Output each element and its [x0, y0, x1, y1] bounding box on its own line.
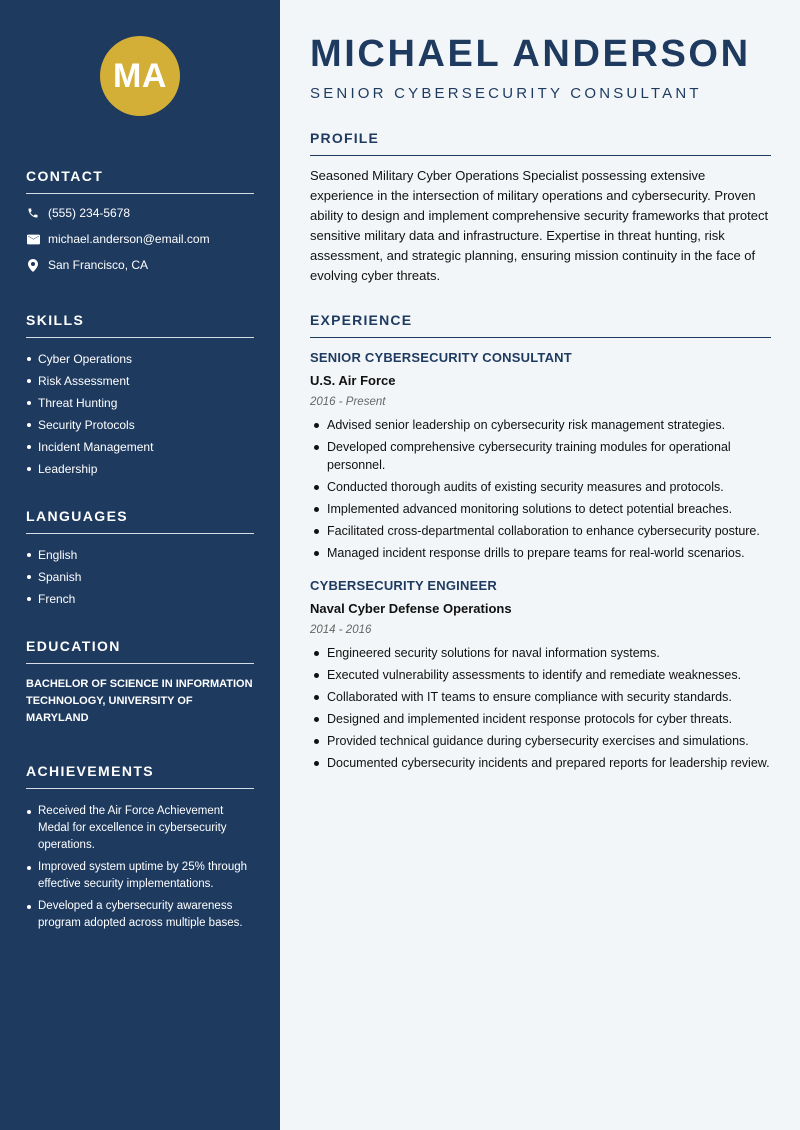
- job-dates: 2014 - 2016: [310, 624, 372, 636]
- candidate-name: MICHAEL ANDERSON: [310, 33, 751, 75]
- job-bullet: Facilitated cross-departmental collaboration to enhance cybersecurity posture.: [327, 522, 771, 540]
- candidate-title: SENIOR CYBERSECURITY CONSULTANT: [310, 85, 702, 102]
- achievements-list: [26, 803, 254, 932]
- achievement-item: Developed a cybersecurity awareness program adopted across multiple bases.: [38, 898, 254, 932]
- job-title: SENIOR CYBERSECURITY CONSULTANT: [310, 350, 572, 365]
- contact-location: [26, 252, 254, 278]
- phone-icon: [26, 206, 40, 220]
- achievements-section: [26, 763, 254, 932]
- skill-item: Leadership: [38, 458, 254, 480]
- skills-list: [26, 348, 254, 480]
- main-content: [280, 0, 800, 1130]
- job-bullet: Designed and implemented incident response protocols for cyber threats.: [327, 710, 771, 728]
- profile-text: Seasoned Military Cyber Operations Specialist possessing extensive experience in the intersection of military operations and cybersecurity. Proven ability to design and implement comprehensive security frameworks that protect sensitive military data and infrastructure. Expertise in threat hunting, risk assessment, and strategic planning, ensuring mission continuity in the face of evolving cyber threats.: [310, 168, 769, 283]
- job-bullet: Advised senior leadership on cybersecurity risk management strategies.: [327, 416, 771, 434]
- email-text: michael.anderson@email.com: [48, 232, 210, 246]
- phone-text: (555) 234-5678: [48, 206, 131, 220]
- job-entry: [310, 350, 771, 562]
- skills-heading: SKILLS: [26, 312, 254, 338]
- contact-heading: CONTACT: [26, 168, 254, 194]
- skill-item: Cyber Operations: [38, 348, 254, 370]
- language-item: Spanish: [38, 566, 254, 588]
- job-bullet: Executed vulnerability assessments to identify and remediate weaknesses.: [327, 666, 771, 684]
- sidebar: [0, 0, 280, 1130]
- contact-list: [26, 200, 254, 278]
- job-bullets: [310, 644, 771, 772]
- education-heading: EDUCATION: [26, 638, 254, 664]
- languages-list: [26, 544, 254, 610]
- languages-heading: LANGUAGES: [26, 508, 254, 534]
- contact-phone: [26, 200, 254, 226]
- education-section: [26, 638, 254, 727]
- job-bullet: Developed comprehensive cybersecurity training modules for operational personnel.: [327, 438, 771, 474]
- contact-email: [26, 226, 254, 252]
- location-text: San Francisco, CA: [48, 258, 149, 272]
- job-bullet: Managed incident response drills to prepare teams for real-world scenarios.: [327, 544, 771, 562]
- language-item: French: [38, 588, 254, 610]
- achievements-heading: ACHIEVEMENTS: [26, 763, 254, 789]
- experience-heading: EXPERIENCE: [310, 312, 771, 338]
- job-organization: Naval Cyber Defense Operations: [310, 601, 512, 616]
- experience-section: [310, 312, 771, 772]
- contact-section: [26, 168, 254, 278]
- location-pin-icon: [26, 258, 40, 272]
- skill-item: Risk Assessment: [38, 370, 254, 392]
- avatar-initials: MA: [113, 56, 167, 95]
- language-item: English: [38, 544, 254, 566]
- job-bullet: Implemented advanced monitoring solutions to detect potential breaches.: [327, 500, 771, 518]
- achievement-item: Received the Air Force Achievement Medal for excellence in cybersecurity operations.: [38, 803, 254, 854]
- mail-icon: [26, 232, 40, 246]
- education-degree: BACHELOR OF SCIENCE IN INFORMATION TECHNOLOGY, UNIVERSITY OF MARYLAND: [26, 678, 253, 724]
- languages-section: [26, 508, 254, 610]
- job-bullet: Provided technical guidance during cybersecurity exercises and simulations.: [327, 732, 771, 750]
- job-title: CYBERSECURITY ENGINEER: [310, 578, 497, 593]
- job-bullet: Conducted thorough audits of existing security measures and protocols.: [327, 478, 771, 496]
- achievement-item: Improved system uptime by 25% through effective security implementations.: [38, 859, 254, 893]
- job-bullet: Engineered security solutions for naval information systems.: [327, 644, 771, 662]
- job-bullets: [310, 416, 771, 562]
- skill-item: Incident Management: [38, 436, 254, 458]
- job-dates: 2016 - Present: [310, 396, 386, 408]
- skill-item: Threat Hunting: [38, 392, 254, 414]
- profile-section: [310, 130, 771, 286]
- skills-section: [26, 312, 254, 480]
- job-entry: [310, 578, 771, 772]
- job-organization: U.S. Air Force: [310, 373, 396, 388]
- job-bullet: Collaborated with IT teams to ensure compliance with security standards.: [327, 688, 771, 706]
- profile-heading: PROFILE: [310, 130, 771, 156]
- job-bullet: Documented cybersecurity incidents and prepared reports for leadership review.: [327, 756, 770, 770]
- avatar: [100, 36, 180, 116]
- skill-item: Security Protocols: [38, 414, 254, 436]
